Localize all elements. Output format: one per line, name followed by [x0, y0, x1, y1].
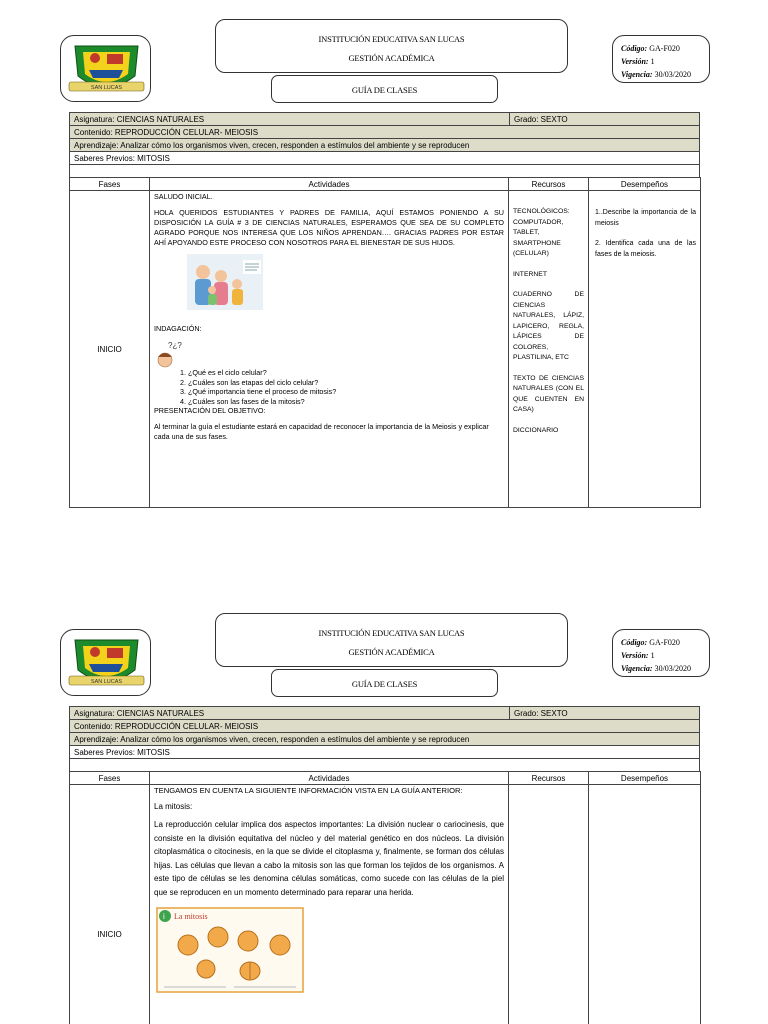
department-name: GESTIÓN ACADÉMICA [348, 53, 435, 63]
svg-text:SAN LUCAS: SAN LUCAS [90, 85, 123, 91]
question-item: 2. ¿Cuáles son las etapas del ciclo celular? [188, 378, 504, 388]
col-header-phases: Fases [70, 178, 150, 191]
question-item: 1. ¿Qué es el ciclo celular? [188, 368, 504, 378]
col-header-performance: Desempeños [589, 178, 701, 191]
col-header-resources: Recursos [509, 772, 589, 785]
grade-cell: Grado: SEXTO [510, 707, 700, 720]
objective-heading: PRESENTACIÓN DEL OBJETIVO: [154, 406, 266, 415]
activities-table [69, 177, 701, 508]
performance-cell [589, 785, 701, 1024]
svg-text:i: i [163, 912, 165, 921]
activities-cell [150, 191, 509, 508]
document-code-box: Código: GA-F020 Versión: 1 Vigencia: 30/03/2020 [612, 35, 710, 83]
institution-title-box [215, 613, 568, 667]
prior-knowledge-cell: Saberes Previos: MITOSIS [70, 746, 700, 759]
performance-cell [589, 191, 701, 508]
performance-item: 2. Identifica cada una de las fases de la meiosis. [595, 240, 696, 258]
spacer-row [70, 165, 700, 178]
grade-cell: Grado: SEXTO [510, 113, 700, 126]
thinking-child-icon [154, 340, 184, 368]
objective-text: Al terminar la guía el estudiante estará en capacidad de reconocer la importancia de la Meiosis y explicar cada una de sus fases. [154, 422, 489, 441]
col-header-activities: Actividades [150, 772, 509, 785]
mitosis-figure [156, 907, 304, 993]
school-logo [60, 35, 151, 102]
content-cell: Contenido: REPRODUCCIÓN CELULAR- MEIOSIS [70, 126, 700, 139]
document-code-box: Código: GA-F020 Versión: 1 Vigencia: 30/03/2020 [612, 629, 710, 677]
svg-text:La mitosis: La mitosis [174, 912, 208, 921]
inquiry-heading: INDAGACIÓN: [154, 324, 202, 333]
institution-title-box [215, 19, 568, 73]
resources-cell [509, 785, 589, 1024]
school-shield-icon [61, 36, 152, 103]
mitosis-text: La reproducción celular implica dos aspectos importantes: La división nuclear o cariocinesis, que consiste en la división equitativa del núcleo y del material genético en dos núcleos. La división citoplasmática o citocinesis, en la que se divide el citoplasma y, finalmente, se forman dos células hijas. Las células que llevan a cabo la mitosis son las que forman los tejidos de los organismos. A este tipo de células se les denomina células somáticas, como sucede con las células de la piel que se reproducen en un momento determinado para reparar una herida. [154, 820, 504, 897]
resource-item: INTERNET [513, 270, 547, 278]
col-header-activities: Actividades [150, 178, 509, 191]
resource-item: CUADERNO DE CIENCIAS NATURALES, LÁPIZ, LAPICERO, REGLA, LÁPICES DE COLORES, PLASTILINA, ETC [513, 291, 584, 361]
col-header-phases: Fases [70, 772, 150, 785]
guide-title: GUÍA DE CLASES [271, 669, 498, 697]
learning-cell: Aprendizaje: Analizar cómo los organismos viven, crecen, responden a estímulos del ambiente y se reproducen [70, 733, 700, 746]
question-item: 4. ¿Cuáles son las fases de la mitosis? [188, 397, 504, 407]
subject-cell: Asignatura: CIENCIAS NATURALES [70, 113, 510, 126]
family-picture [187, 254, 263, 310]
content-cell: Contenido: REPRODUCCIÓN CELULAR- MEIOSIS [70, 720, 700, 733]
greeting-heading: SALUDO INICIAL. [154, 192, 213, 201]
institution-name: INSTITUCIÓN EDUCATIVA SAN LUCAS [318, 628, 465, 638]
spacer-row [70, 759, 700, 772]
phase-cell: INICIO [70, 785, 150, 1024]
guide-page-2 [0, 594, 768, 1024]
resource-item: TECNOLÓGICOS: COMPUTADOR, TABLET, SMARTPHONE (CELULAR) [513, 208, 570, 257]
activities-cell [150, 785, 509, 1024]
department-name: GESTIÓN ACADÉMICA [348, 647, 435, 657]
subject-cell: Asignatura: CIENCIAS NATURALES [70, 707, 510, 720]
resource-item: DICCIONARIO [513, 426, 559, 434]
performance-item: 1..Describe la importancia de la meiosis [595, 209, 696, 227]
school-logo [60, 629, 151, 696]
col-header-resources: Recursos [509, 178, 589, 191]
learning-cell: Aprendizaje: Analizar cómo los organismos viven, crecen, responden a estímulos del ambiente y se reproducen [70, 139, 700, 152]
mitosis-title: La mitosis: [154, 802, 193, 811]
phase-cell: INICIO [70, 191, 150, 508]
resources-cell [509, 191, 589, 508]
prior-knowledge-cell: Saberes Previos: MITOSIS [70, 152, 700, 165]
guide-title: GUÍA DE CLASES [271, 75, 498, 103]
question-item: 3. ¿Qué importancia tiene el proceso de mitosis? [188, 387, 504, 397]
school-shield-icon [61, 630, 152, 697]
svg-text:SAN LUCAS: SAN LUCAS [90, 679, 123, 685]
inquiry-questions [154, 368, 504, 406]
welcome-text: HOLA QUERIDOS ESTUDIANTES Y PADRES DE FAMILIA, AQUÍ ESTAMOS PONIENDO A SU DISPOSICIÓN LA GUÍA # 3 DE CIENCIAS NATURALES, ESPERAMOS QUE SEA DE SU COMPLETO AGRADO PORQUE NOS INTERESA QUE LOS NIÑOS APRENDAN…. GRACIAS PADRES POR ESTAR AHÍ APOYANDO ESTE PROCESO CON NOSOTROS PARA EL BIENESTAR DE SUS HIJOS. [154, 208, 504, 247]
intro-heading: TENGAMOS EN CUENTA LA SIGUIENTE INFORMACIÓN VISTA EN LA GUÍA ANTERIOR: [154, 786, 463, 795]
resource-item: TEXTO DE CIENCIAS NATURALES (CON EL QUE CUENTEN EN CASA) [513, 374, 584, 413]
col-header-performance: Desempeños [589, 772, 701, 785]
course-info-table [69, 112, 700, 178]
institution-name: INSTITUCIÓN EDUCATIVA SAN LUCAS [318, 34, 465, 44]
activities-table [69, 771, 701, 1024]
svg-text:?¿?: ?¿? [168, 341, 182, 350]
course-info-table [69, 706, 700, 772]
